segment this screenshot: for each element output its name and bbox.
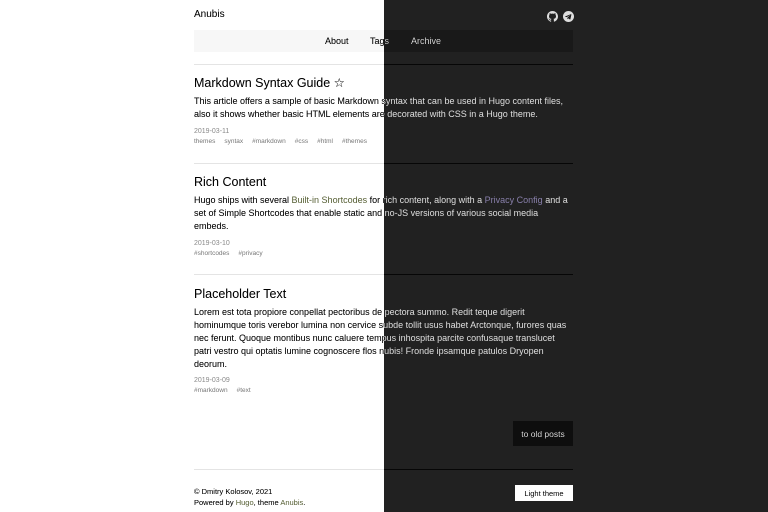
tag-link[interactable]: themes — [194, 138, 216, 145]
nav-about[interactable]: About — [325, 36, 349, 46]
tag-link[interactable]: #markdown — [252, 138, 286, 145]
footer-copyright: © Dmitry Kolosov, 2021 — [194, 487, 273, 496]
post-date: 2019-03-10 — [194, 240, 230, 247]
footer-suffix: . — [303, 498, 306, 507]
theme-prefix: , theme — [253, 498, 281, 507]
post-date: 2019-03-09 — [194, 377, 230, 384]
summary-text: and a set of Simple Shortcodes that enable static and no-JS versions of various social media embeds. — [194, 195, 568, 231]
tag-link[interactable]: #css — [294, 138, 309, 145]
divider — [194, 469, 573, 470]
tag-link[interactable]: #themes — [342, 138, 367, 145]
summary-text: for rich content, along with a — [367, 195, 485, 205]
footer-powered — [194, 498, 305, 507]
powered-prefix: Powered by — [194, 498, 236, 507]
post-summary: This article offers a sample of basic Markdown syntax that can be used in Hugo content files, also it shows whether basic HTML elements are decorated with CSS in a Hugo theme. — [194, 96, 564, 119]
anubis-theme-link[interactable]: Anubis — [280, 498, 304, 507]
tag-link[interactable]: #text — [236, 387, 251, 394]
summary-text: Hugo ships with several — [194, 195, 292, 205]
older-posts-button[interactable]: to old posts — [513, 421, 573, 446]
divider — [194, 274, 573, 275]
social-links — [547, 9, 574, 20]
post-title[interactable]: Markdown Syntax Guide ☆ — [194, 76, 345, 90]
post-title[interactable]: Rich Content — [194, 175, 267, 189]
main-nav — [194, 30, 573, 52]
divider — [194, 163, 573, 164]
telegram-icon[interactable] — [563, 9, 574, 20]
tag-link[interactable]: #shortcodes — [194, 250, 230, 257]
theme-toggle-button[interactable]: Light theme — [515, 485, 573, 501]
nav-archive[interactable]: Archive — [411, 36, 442, 46]
nav-tags[interactable]: Tags — [370, 36, 390, 46]
tag-link[interactable]: syntax — [224, 138, 244, 145]
post-title[interactable]: Placeholder Text — [194, 287, 287, 301]
post-summary — [194, 194, 574, 233]
divider — [194, 64, 573, 65]
built-in-shortcodes-link[interactable]: Built-in Shortcodes — [291, 195, 368, 205]
post-tags — [194, 138, 367, 145]
site-title[interactable]: Anubis — [194, 9, 225, 20]
post-tags — [194, 250, 263, 257]
hugo-link[interactable]: Hugo — [235, 498, 254, 507]
privacy-config-link[interactable]: Privacy Config — [484, 195, 543, 205]
post-summary: Lorem est tota propiore conpellat pectoribus de pectora summo. Redit teque digerit hominumque toris verebor lumina non cervice subde tollit usus habet Arctonque, furores quas nec ferunt. Quoque montibus nunc caluere tempus inhospita parcite confusaque translucet patri vestro qui optatis lumine cognoscere flos nubis! Fronde ipsamque patulos Dryopen deorum. — [194, 307, 567, 369]
post-tags — [194, 387, 251, 394]
tag-link[interactable]: #privacy — [238, 250, 263, 257]
github-icon[interactable] — [547, 9, 558, 20]
tag-link[interactable]: #html — [317, 138, 334, 145]
post-date: 2019-03-11 — [194, 128, 230, 135]
tag-link[interactable]: #markdown — [194, 387, 228, 394]
